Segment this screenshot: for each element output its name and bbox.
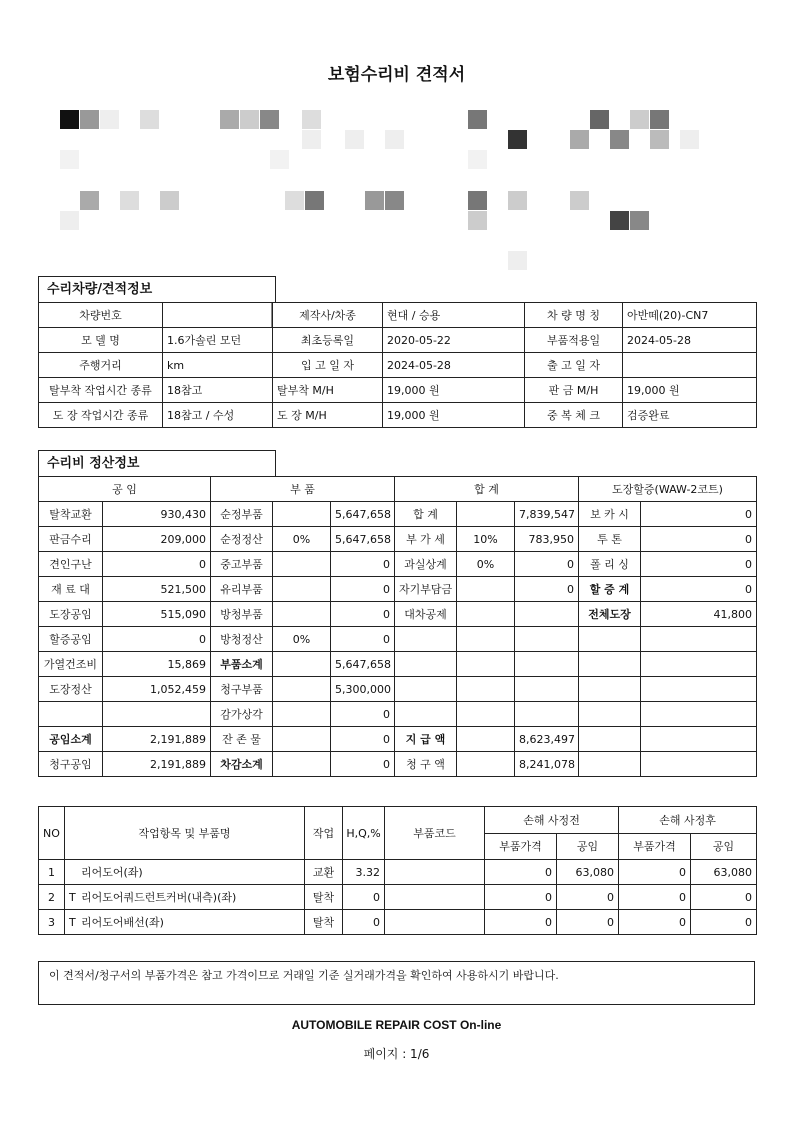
part-code-header: 부품코드: [385, 807, 485, 860]
total-empty: [395, 677, 457, 702]
total-header: 합 계: [395, 477, 579, 502]
item-no: 2: [39, 885, 65, 910]
item-name: [65, 910, 305, 935]
before-assess-header: 손해 사정전: [485, 807, 619, 834]
labor-value: 209,000: [103, 527, 211, 552]
paint-empty: [641, 652, 757, 677]
total-empty: [515, 702, 579, 727]
labor-label: 청구공임: [39, 752, 103, 777]
labor-value: 521,500: [103, 577, 211, 602]
paint-value: 0: [641, 552, 757, 577]
vehicle-section-title: 수리차량/견적정보: [38, 276, 276, 303]
parts-percent: [273, 652, 331, 677]
parts-percent: [273, 602, 331, 627]
settlement-section-title: 수리비 정산정보: [38, 450, 276, 477]
plate-value: [163, 303, 273, 328]
total-percent: [457, 502, 515, 527]
labor-value: [103, 702, 211, 727]
work-header: 작업: [305, 807, 343, 860]
item-name-text: 리어도어배선(좌): [81, 916, 164, 929]
labor-value: 1,052,459: [103, 677, 211, 702]
paint-mh-label: 도 장 M/H: [273, 403, 383, 428]
total-value: 783,950: [515, 527, 579, 552]
item-before-part: 0: [485, 885, 557, 910]
item-before-labor: 63,080: [557, 860, 619, 885]
out-date-label: 출 고 일 자: [525, 353, 623, 378]
settlement-table: [38, 476, 757, 777]
total-percent: [457, 727, 515, 752]
parts-value: 5,300,000: [331, 677, 395, 702]
labor-header: 공 임: [39, 477, 211, 502]
total-percent: 10%: [457, 527, 515, 552]
after-labor-header: 공임: [691, 833, 757, 860]
mileage-value: km: [163, 353, 273, 378]
item-name-text: 리어도어(좌): [81, 866, 143, 879]
parts-apply-value: 2024-05-28: [623, 328, 757, 353]
parts-label: 차감소계: [211, 752, 273, 777]
total-value: 8,241,078: [515, 752, 579, 777]
item-before-part: 0: [485, 910, 557, 935]
in-date-value: 2024-05-28: [383, 353, 525, 378]
item-code: [385, 885, 485, 910]
paint-label: 폴 리 싱: [579, 552, 641, 577]
no-header: NO: [39, 807, 65, 860]
car-name-label: 차 량 명 칭: [525, 303, 623, 328]
parts-percent: 0%: [273, 627, 331, 652]
labor-label: 도장정산: [39, 677, 103, 702]
labor-value: 2,191,889: [103, 727, 211, 752]
total-label: 지 급 액: [395, 727, 457, 752]
total-value: 8,623,497: [515, 727, 579, 752]
paint-empty: [579, 702, 641, 727]
after-part-price-header: 부품가격: [619, 833, 691, 860]
mileage-label: 주행거리: [39, 353, 163, 378]
after-assess-header: 손해 사정후: [619, 807, 757, 834]
paint-empty: [579, 652, 641, 677]
paint-value: 0: [641, 527, 757, 552]
paint-label: 할 증 계: [579, 577, 641, 602]
detach-mh-value: 19,000 원: [383, 378, 525, 403]
item-prefix: T: [69, 916, 76, 929]
parts-label: 청구부품: [211, 677, 273, 702]
total-empty: [457, 677, 515, 702]
parts-label: 순정정산: [211, 527, 273, 552]
paint-empty: [641, 677, 757, 702]
plate-label: 차량번호: [39, 303, 163, 328]
parts-label: 방청부품: [211, 602, 273, 627]
items-table: [38, 806, 757, 935]
labor-value: 0: [103, 552, 211, 577]
item-name-text: 리어도어쿼드런트커버(내측)(좌): [81, 891, 237, 904]
item-work: 탈착: [305, 885, 343, 910]
paint-time-value: 18참고 / 수성: [163, 403, 273, 428]
page-number: 페이지 : 1/6: [363, 1047, 430, 1061]
item-after-part: 0: [619, 885, 691, 910]
paint-empty: [641, 727, 757, 752]
labor-label: 공임소계: [39, 727, 103, 752]
paint-time-label: 도 장 작업시간 종류: [39, 403, 163, 428]
redacted-header-block: [40, 105, 760, 270]
table-row: [39, 860, 757, 885]
model-value: 1.6가솔린 모던: [163, 328, 273, 353]
paint-mh-value: 19,000 원: [383, 403, 525, 428]
total-empty: [515, 627, 579, 652]
labor-label: 재 료 대: [39, 577, 103, 602]
total-empty: [395, 652, 457, 677]
labor-label: [39, 702, 103, 727]
parts-percent: [273, 502, 331, 527]
parts-value: 0: [331, 752, 395, 777]
paint-label: 보 카 시: [579, 502, 641, 527]
item-name: [65, 885, 305, 910]
before-part-price-header: 부품가격: [485, 833, 557, 860]
item-name-header: 작업항목 및 부품명: [65, 807, 305, 860]
parts-label: 순정부품: [211, 502, 273, 527]
parts-percent: [273, 552, 331, 577]
item-after-labor: 63,080: [691, 860, 757, 885]
maker-label: 제작사/차종: [273, 303, 383, 328]
sheet-mh-value: 19,000 원: [623, 378, 757, 403]
labor-label: 판금수리: [39, 527, 103, 552]
item-prefix: T: [69, 891, 76, 904]
paint-value: 41,800: [641, 602, 757, 627]
total-label: 과실상계: [395, 552, 457, 577]
parts-percent: [273, 577, 331, 602]
total-percent: 0%: [457, 552, 515, 577]
parts-value: 0: [331, 602, 395, 627]
car-name-value: 아반떼(20)-CN7: [623, 303, 757, 328]
paint-label: 투 톤: [579, 527, 641, 552]
item-after-part: 0: [619, 910, 691, 935]
labor-label: 탈착교환: [39, 502, 103, 527]
table-row: [39, 885, 757, 910]
parts-value: 0: [331, 577, 395, 602]
parts-label: 유리부품: [211, 577, 273, 602]
parts-percent: [273, 727, 331, 752]
total-label: 합 계: [395, 502, 457, 527]
total-empty: [395, 627, 457, 652]
total-empty: [457, 702, 515, 727]
total-empty: [457, 652, 515, 677]
parts-label: 잔 존 물: [211, 727, 273, 752]
parts-percent: [273, 677, 331, 702]
paint-label: 전체도장: [579, 602, 641, 627]
labor-value: 2,191,889: [103, 752, 211, 777]
total-label: 대차공제: [395, 602, 457, 627]
paint-value: 0: [641, 502, 757, 527]
parts-label: 부품소계: [211, 652, 273, 677]
item-after-part: 0: [619, 860, 691, 885]
total-value: 0: [515, 552, 579, 577]
total-empty: [457, 627, 515, 652]
labor-value: 15,869: [103, 652, 211, 677]
in-date-label: 입 고 일 자: [273, 353, 383, 378]
hq-header: H,Q,%: [343, 807, 385, 860]
total-label: 부 가 세: [395, 527, 457, 552]
parts-percent: 0%: [273, 527, 331, 552]
item-before-part: 0: [485, 860, 557, 885]
before-labor-header: 공임: [557, 833, 619, 860]
total-label: 청 구 액: [395, 752, 457, 777]
parts-value: 5,647,658: [331, 527, 395, 552]
parts-percent: [273, 702, 331, 727]
item-code: [385, 910, 485, 935]
item-hq: 0: [343, 885, 385, 910]
paint-empty: [579, 727, 641, 752]
item-no: 1: [39, 860, 65, 885]
total-value: 0: [515, 577, 579, 602]
item-code: [385, 860, 485, 885]
item-hq: 0: [343, 910, 385, 935]
table-row: [39, 910, 757, 935]
total-empty: [515, 652, 579, 677]
parts-value: 5,647,658: [331, 652, 395, 677]
item-name: [65, 860, 305, 885]
notice-box: 이 견적서/청구서의 부품가격은 참고 가격이므로 거래일 기준 실거래가격을 확인하여 사용하시기 바랍니다.: [38, 961, 755, 1005]
dup-check-label: 중 복 체 크: [525, 403, 623, 428]
total-percent: [457, 577, 515, 602]
item-before-labor: 0: [557, 885, 619, 910]
parts-value: 0: [331, 552, 395, 577]
item-hq: 3.32: [343, 860, 385, 885]
total-percent: [457, 752, 515, 777]
paint-empty: [641, 702, 757, 727]
item-before-labor: 0: [557, 910, 619, 935]
first-reg-label: 최초등록일: [273, 328, 383, 353]
item-after-labor: 0: [691, 885, 757, 910]
total-value: [515, 602, 579, 627]
parts-value: 0: [331, 627, 395, 652]
parts-label: 방청정산: [211, 627, 273, 652]
paint-surcharge-header: 도장할증(WAW-2코트): [579, 477, 757, 502]
labor-value: 515,090: [103, 602, 211, 627]
item-work: 탈착: [305, 910, 343, 935]
parts-value: 0: [331, 702, 395, 727]
paint-empty: [579, 627, 641, 652]
vehicle-info-table: [38, 302, 757, 428]
footer-brand: AUTOMOBILE REPAIR COST On-line: [291, 1018, 502, 1032]
paint-value: 0: [641, 577, 757, 602]
sheet-mh-label: 판 금 M/H: [525, 378, 623, 403]
parts-label: 중고부품: [211, 552, 273, 577]
paint-empty: [579, 752, 641, 777]
labor-value: 0: [103, 627, 211, 652]
parts-header: 부 품: [211, 477, 395, 502]
item-work: 교환: [305, 860, 343, 885]
parts-value: 5,647,658: [331, 502, 395, 527]
parts-label: 감가상각: [211, 702, 273, 727]
parts-apply-label: 부품적용일: [525, 328, 623, 353]
labor-label: 할증공임: [39, 627, 103, 652]
detach-time-value: 18참고: [163, 378, 273, 403]
labor-label: 견인구난: [39, 552, 103, 577]
labor-value: 930,430: [103, 502, 211, 527]
paint-empty: [579, 677, 641, 702]
item-after-labor: 0: [691, 910, 757, 935]
total-empty: [395, 702, 457, 727]
model-label: 모 델 명: [39, 328, 163, 353]
first-reg-value: 2020-05-22: [383, 328, 525, 353]
total-label: 자기부담금: [395, 577, 457, 602]
out-date-value: [623, 353, 757, 378]
parts-percent: [273, 752, 331, 777]
paint-empty: [641, 752, 757, 777]
dup-check-value: 검증완료: [623, 403, 757, 428]
maker-value: 현대 / 승용: [383, 303, 525, 328]
document-title: 보험수리비 견적서: [327, 65, 466, 85]
parts-value: 0: [331, 727, 395, 752]
total-value: 7,839,547: [515, 502, 579, 527]
total-percent: [457, 602, 515, 627]
labor-label: 가열건조비: [39, 652, 103, 677]
detach-mh-label: 탈부착 M/H: [273, 378, 383, 403]
labor-label: 도장공임: [39, 602, 103, 627]
total-empty: [515, 677, 579, 702]
paint-empty: [641, 627, 757, 652]
item-no: 3: [39, 910, 65, 935]
detach-time-label: 탈부착 작업시간 종류: [39, 378, 163, 403]
